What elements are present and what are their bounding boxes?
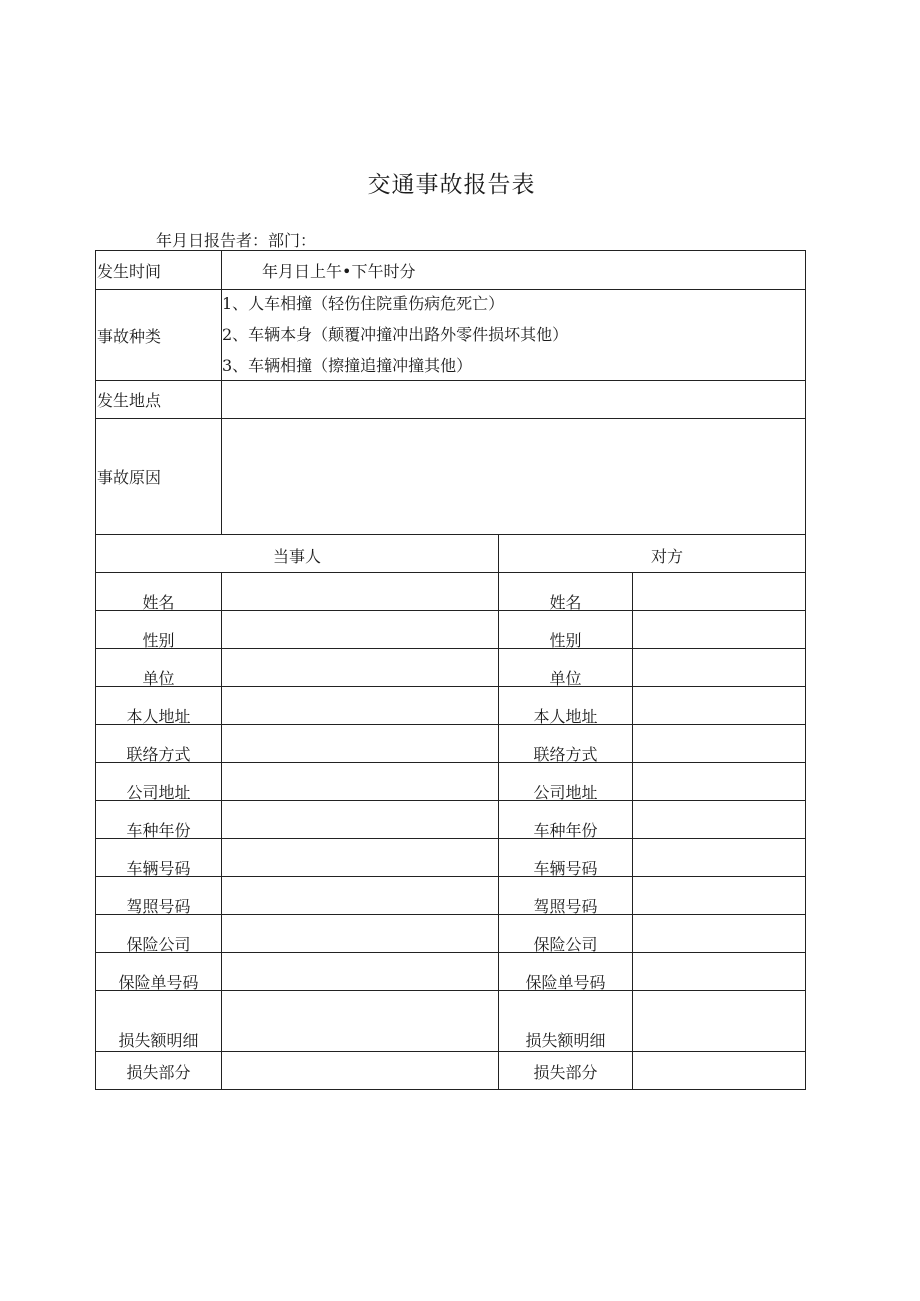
party-field-input[interactable] <box>222 725 499 762</box>
party-field-row <box>96 763 805 801</box>
party-field-label: 车种年份 <box>96 801 222 838</box>
cause-input[interactable] <box>222 419 805 534</box>
party-field-label: 驾照号码 <box>96 877 222 914</box>
location-label: 发生地点 <box>96 381 222 418</box>
party-field-label: 损失部分 <box>96 1052 222 1089</box>
party-field-label: 公司地址 <box>96 763 222 800</box>
opponent-field-label: 损失额明细 <box>499 991 633 1051</box>
party-field-input[interactable] <box>222 611 499 648</box>
opponent-field-input[interactable] <box>633 953 805 990</box>
time-value[interactable]: 年月日上午•下午时分 <box>262 261 416 281</box>
type-options <box>222 290 805 380</box>
opponent-field-input[interactable] <box>633 725 805 762</box>
party-field-input[interactable] <box>222 763 499 800</box>
party-field-row <box>96 725 805 763</box>
type-row <box>96 290 805 381</box>
type-option-2[interactable]: 2、车辆本身（颠覆冲撞冲出路外零件损坏其他） <box>222 325 569 344</box>
party-field-input[interactable] <box>222 953 499 990</box>
party-field-label: 损失额明细 <box>96 991 222 1051</box>
opponent-field-input[interactable] <box>633 991 805 1051</box>
party-field-row <box>96 1052 805 1089</box>
opponent-field-input[interactable] <box>633 1052 805 1089</box>
party-field-label: 保险公司 <box>96 915 222 952</box>
party-field-row <box>96 877 805 915</box>
time-label: 发生时间 <box>96 251 222 289</box>
party-field-label: 性别 <box>96 611 222 648</box>
party-field-input[interactable] <box>222 915 499 952</box>
party-field-row <box>96 687 805 725</box>
opponent-field-label: 车辆号码 <box>499 839 633 876</box>
type-option-3[interactable]: 3、车辆相撞（擦撞追撞冲撞其他） <box>222 356 473 375</box>
party-field-input[interactable] <box>222 839 499 876</box>
party-field-row <box>96 953 805 991</box>
party-field-row <box>96 611 805 649</box>
opponent-field-input[interactable] <box>633 915 805 952</box>
opponent-field-label: 保险单号码 <box>499 953 633 990</box>
party-field-input[interactable] <box>222 801 499 838</box>
party-field-input[interactable] <box>222 991 499 1051</box>
party-field-row <box>96 801 805 839</box>
opponent-field-input[interactable] <box>633 687 805 724</box>
opponent-field-label: 保险公司 <box>499 915 633 952</box>
opponent-field-input[interactable] <box>633 649 805 686</box>
party-field-input[interactable] <box>222 687 499 724</box>
party-field-label: 联络方式 <box>96 725 222 762</box>
type-option-1[interactable]: 1、人车相撞（轻伤住院重伤病危死亡） <box>222 294 505 313</box>
cause-label: 事故原因 <box>96 419 222 534</box>
party-field-row <box>96 649 805 687</box>
location-row <box>96 381 805 419</box>
party-field-input[interactable] <box>222 649 499 686</box>
party-field-label: 姓名 <box>96 573 222 610</box>
party-field-label: 单位 <box>96 649 222 686</box>
opponent-field-label: 本人地址 <box>499 687 633 724</box>
form-title: 交通事故报告表 <box>367 172 536 198</box>
opponent-field-label: 性别 <box>499 611 633 648</box>
party-rows <box>96 573 805 1089</box>
location-input[interactable] <box>222 381 805 418</box>
party-field-input[interactable] <box>222 877 499 914</box>
opponent-field-label: 姓名 <box>499 573 633 610</box>
party-field-label: 车辆号码 <box>96 839 222 876</box>
type-label: 事故种类 <box>96 290 222 380</box>
opponent-header: 对方 <box>650 547 683 566</box>
party-field-label: 保险单号码 <box>96 953 222 990</box>
opponent-field-label: 公司地址 <box>499 763 633 800</box>
party-field-input[interactable] <box>222 1052 499 1089</box>
opponent-field-label: 驾照号码 <box>499 877 633 914</box>
party-header: 当事人 <box>96 535 499 572</box>
party-field-row <box>96 915 805 953</box>
party-field-input[interactable] <box>222 573 499 610</box>
opponent-field-input[interactable] <box>633 801 805 838</box>
cause-row <box>96 419 805 535</box>
parties-header-row <box>96 535 805 573</box>
opponent-field-input[interactable] <box>633 877 805 914</box>
opponent-field-label: 单位 <box>499 649 633 686</box>
opponent-field-input[interactable] <box>633 763 805 800</box>
party-field-row <box>96 573 805 611</box>
opponent-field-input[interactable] <box>633 839 805 876</box>
opponent-field-label: 损失部分 <box>499 1052 633 1089</box>
opponent-field-label: 联络方式 <box>499 725 633 762</box>
opponent-field-label: 车种年份 <box>499 801 633 838</box>
opponent-field-input[interactable] <box>633 573 805 610</box>
time-row <box>96 251 805 290</box>
party-field-label: 本人地址 <box>96 687 222 724</box>
accident-report-form <box>95 250 806 1090</box>
party-field-row <box>96 839 805 877</box>
party-field-row <box>96 991 805 1052</box>
report-info-line: 年月日报告者：部门： <box>156 231 317 250</box>
opponent-field-input[interactable] <box>633 611 805 648</box>
